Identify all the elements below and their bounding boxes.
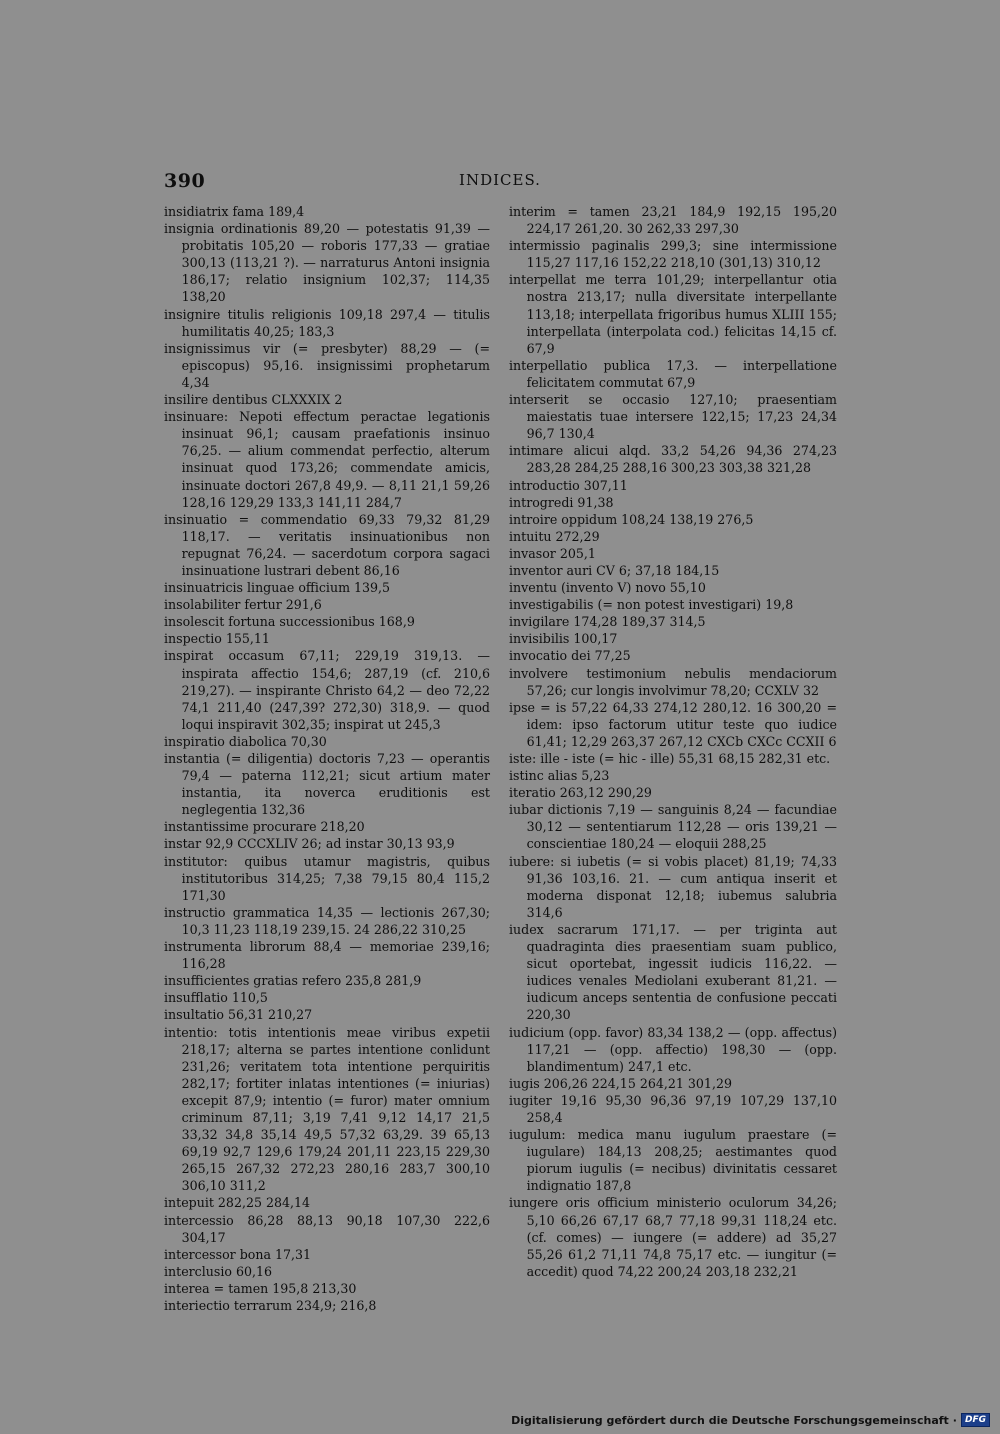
index-entry: invigilare 174,28 189,37 314,5 <box>509 614 706 630</box>
index-entry: iugiter 19,16 95,30 96,36 97,19 107,29 137,10 258,4 <box>509 1092 837 1125</box>
index-entry: insufflatio 110,5 <box>164 990 268 1006</box>
index-entry: insolescit fortuna successionibus 168,9 <box>164 614 415 630</box>
index-entry: investigabilis (= non potest investigari) 19,8 <box>509 597 794 613</box>
index-entry: institutor: quibus utamur magistris, quibus institutoribus 314,25; 7,38 79,15 80,4 115,2 171,30 <box>164 853 490 903</box>
index-entry: iugulum: medica manu iugulum praestare (= iugulare) 184,13 208,25; aestimantes quod piorum iugulis (= necibus) divinitatis cessaret indignatio 187,8 <box>509 1127 837 1194</box>
index-entry: inspirat occasum 67,11; 229,19 319,13. — inspirata affectio 154,6; 287,19 (cf. 210,6 219,27). — inspirante Christo 64,2 — deo 72,22 74,1 211,40 (247,39? 272,30) 318,9. — quod loqui inspiravit 302,35; inspirat ut 245,3 <box>164 648 490 732</box>
index-entry: intepuit 282,25 284,14 <box>164 1195 311 1211</box>
footer-credit <box>511 1412 990 1428</box>
index-entry: insignire titulis religionis 109,18 297,4 — titulis humilitatis 40,25; 183,3 <box>164 306 490 339</box>
index-entry: invisibilis 100,17 <box>509 631 618 647</box>
index-entry: iungere oris officium ministerio oculorum 34,26; 5,10 66,26 67,17 68,7 77,18 99,31 118,24 etc. (cf. comes) — iungere (= addere) ad 35,27 55,26 61,2 71,11 74,8 75,17 etc. — iungitur (= accedit) quod 74,22 200,24 203,18 232,21 <box>509 1195 837 1279</box>
index-entry: insolabiliter fertur 291,6 <box>164 597 322 613</box>
index-entry: interpellat me terra 101,29; interpellantur otia nostra 213,17; nulla diversitate interpellante 113,18; interpellata frigoribus humus XLIII 155; interpellata (interpolata cod.) felicitas 14,15 cf. 67,9 <box>509 272 837 356</box>
index-entry: introire oppidum 108,24 138,19 276,5 <box>509 511 754 527</box>
index-entry: interclusio 60,16 <box>164 1263 272 1279</box>
index-entry: intentio: totis intentionis meae viribus expetii 218,17; alterna se partes intentione conlidunt 231,26; veritatem tota intentione perquiritis 282,17; fortiter inlatas intentiones (= iniurias) excepit 87,9; intentio (= furor) mater omnium criminum 87,11; 3,19 7,41 9,12 14,17 21,5 33,32 34,8 35,14 49,5 57,32 63,29. 39 65,13 69,19 92,7 129,6 179,24 201,11 223,15 229,30 265,15 267,32 272,23 280,16 283,7 300,10 306,10 311,2 <box>164 1024 490 1194</box>
index-entry: insufficientes gratias refero 235,8 281,9 <box>164 973 422 989</box>
index-entry: insignia ordinationis 89,20 — potestatis 91,39 — probitatis 105,20 — roboris 177,33 — gratiae 300,13 (113,21 ?). — narraturus Antoni insignia 186,17; relatio insignium 102,37; 114,35 138,20 <box>164 221 490 305</box>
index-entry: introgredi 91,38 <box>509 494 614 510</box>
footer-separator: · <box>952 1413 957 1427</box>
index-entry: instar 92,9 CCCXLIV 26; ad instar 30,13 93,9 <box>164 836 455 852</box>
index-entry: inspectio 155,11 <box>164 631 270 647</box>
index-entry: iteratio 263,12 290,29 <box>509 785 652 801</box>
index-entry: interpellatio publica 17,3. — interpellatione felicitatem commutat 67,9 <box>509 357 837 390</box>
index-entry: insilire dentibus CLXXXIX 2 <box>164 392 343 408</box>
index-entry: istinc alias 5,23 <box>509 768 610 784</box>
index-entry: intuitu 272,29 <box>509 528 600 544</box>
index-entry: insultatio 56,31 210,27 <box>164 1007 313 1023</box>
index-entry: intercessio 86,28 88,13 90,18 107,30 222,6 304,17 <box>164 1212 490 1245</box>
running-title: INDICES. <box>459 171 541 189</box>
index-entry: intimare alicui alqd. 33,2 54,26 94,36 274,23 283,28 284,25 288,16 300,23 303,38 321,28 <box>509 443 837 476</box>
index-entry: instructio grammatica 14,35 — lectionis 267,30; 10,3 11,23 118,19 239,15. 24 286,22 310,25 <box>164 904 490 937</box>
index-entry: interserit se occasio 127,10; praesentiam maiestatis tuae intersere 122,15; 17,23 24,34 96,7 130,4 <box>509 392 837 442</box>
page-number: 390 <box>164 170 206 192</box>
footer-credit-text: Digitalisierung gefördert durch die Deutsche Forschungsgemeinschaft <box>511 1413 949 1427</box>
index-entry: iubere: si iubetis (= si vobis placet) 81,19; 74,33 91,36 103,16. 21. — cum antiqua inserit et moderna disponat 12,18; iubemus salubria 314,6 <box>509 853 837 920</box>
index-entry: intermissio paginalis 299,3; sine intermissione 115,27 117,16 152,22 218,10 (301,13) 310,12 <box>509 238 837 271</box>
index-entry: inspiratio diabolica 70,30 <box>164 733 327 749</box>
index-entry: inventor auri CV 6; 37,18 184,15 <box>509 562 720 578</box>
index-entry: insinuatio = commendatio 69,33 79,32 81,29 118,17. — veritatis insinuationibus non repugnat 76,24. — sacerdotum corpora sagaci insinuatione lustrari debent 86,16 <box>164 511 490 578</box>
index-entry: introductio 307,11 <box>509 477 628 493</box>
index-entry: inventu (invento V) novo 55,10 <box>509 580 706 596</box>
index-entry: invasor 205,1 <box>509 545 596 561</box>
index-entry: instantia (= diligentia) doctoris 7,23 — operantis 79,4 — paterna 112,21; sicut artium mater instantia, ita noverca eruditionis est neglegentia 132,36 <box>164 751 490 818</box>
index-entry: iste: ille - iste (= hic - ille) 55,31 68,15 282,31 etc. <box>509 751 831 766</box>
index-entry: intercessor bona 17,31 <box>164 1246 312 1262</box>
dfg-logo: DFG <box>961 1413 990 1427</box>
index-entry: interim = tamen 23,21 184,9 192,15 195,20 224,17 261,20. 30 262,33 297,30 <box>509 204 837 237</box>
index-column-right <box>509 203 837 1280</box>
index-entry: insignissimus vir (= presbyter) 88,29 — (= episcopus) 95,16. insignissimi prophetarum 4,34 <box>164 340 490 390</box>
index-entry: involvere testimonium nebulis mendaciorum 57,26; cur longis involvimur 78,20; CCXLV 32 <box>509 665 837 698</box>
index-entry: interiectio terrarum 234,9; 216,8 <box>164 1298 377 1313</box>
index-entry: ipse = is 57,22 64,33 274,12 280,12. 16 300,20 = idem: ipso factorum utitur teste quo iudice 61,41; 12,29 263,37 267,12 CXCb CXCc CCXII 6 <box>509 699 837 749</box>
index-entry: instantissime procurare 218,20 <box>164 819 365 835</box>
index-entry: interea = tamen 195,8 213,30 <box>164 1280 357 1296</box>
index-entry: iudex sacrarum 171,17. — per triginta aut quadraginta dies praesentiam suam publico, sicut oportebat, ingessit iudicis 116,22. — iudices venales Mediolani exuberant 81,21. — iudicum anceps sententia de confusione peccati 220,30 <box>509 921 837 1023</box>
index-entry: iubar dictionis 7,19 — sanguinis 8,24 — facundiae 30,12 — sententiarum 112,28 — oris 139,21 — conscientiae 180,24 — eloquii 288,25 <box>509 802 837 852</box>
index-entry: iudicium (opp. favor) 83,34 138,2 — (opp. affectus) 117,21 — (opp. affectio) 198,30 — (opp. blandimentum) 247,1 etc. <box>509 1024 837 1074</box>
index-entry: insidiatrix fama 189,4 <box>164 204 305 219</box>
index-column-left <box>164 203 490 1314</box>
index-entry: insinuatricis linguae officium 139,5 <box>164 580 391 596</box>
index-entry: iugis 206,26 224,15 264,21 301,29 <box>509 1075 732 1091</box>
index-entry: invocatio dei 77,25 <box>509 648 631 664</box>
index-entry: instrumenta librorum 88,4 — memoriae 239,16; 116,28 <box>164 939 490 972</box>
index-entry: insinuare: Nepoti effectum peractae legationis insinuat 96,1; causam praefationis insinuo 76,25. — alium commendat perfectio, alterum insinuat quod 173,26; commendate amicis, insinuate doctori 267,8 49,9. — 8,11 21,1 59,26 128,16 129,29 133,3 141,11 284,7 <box>164 409 490 510</box>
